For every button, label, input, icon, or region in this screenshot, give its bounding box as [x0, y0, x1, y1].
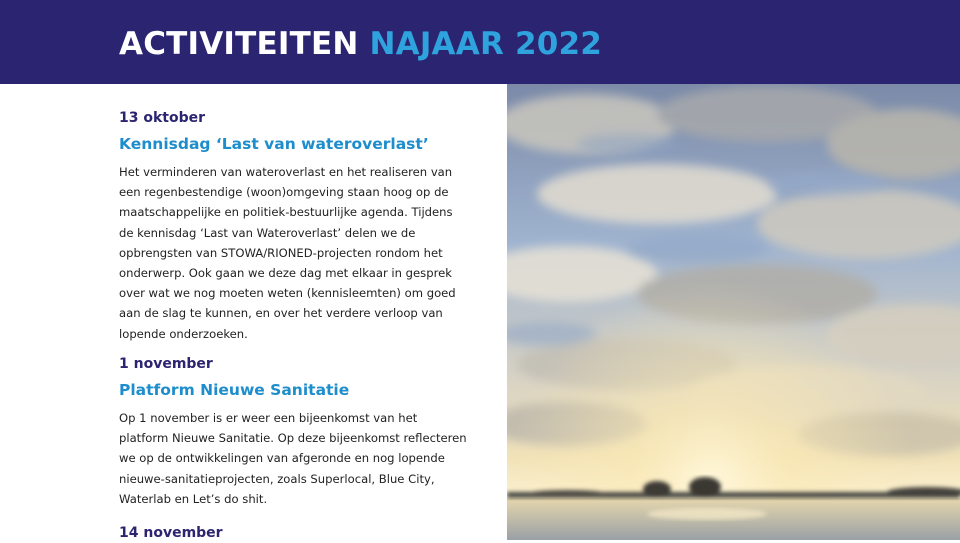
header-banner — [0, 0, 960, 84]
flooded-landscape-photo — [507, 84, 960, 540]
event-2 — [119, 354, 491, 509]
event-title: Kennisdag ‘Last van wateroverlast’ — [119, 135, 429, 153]
event-date: 13 oktober — [119, 110, 206, 126]
event-title: Platform Nieuwe Sanitatie — [119, 381, 350, 399]
event-3 — [119, 523, 491, 543]
description-line: nieuwe-sanitatieprojecten, zoals Superlocal, Blue City, — [119, 471, 435, 486]
page-title-main: ACTIVITEITEN — [119, 26, 359, 62]
event-date: 14 november — [119, 525, 223, 541]
page-title — [119, 24, 602, 64]
event-date: 1 november — [119, 356, 213, 372]
description-line: een regenbestendige (woon)omgeving staan hoog op de — [119, 185, 449, 200]
description-line: onderwerp. Ook gaan we deze dag met elkaar in gesprek — [119, 266, 452, 281]
description-line: Waterlab en Let’s do shit. — [119, 491, 268, 506]
description-line: we op de ontwikkelingen van afgeronde en nog lopende — [119, 451, 445, 466]
page-title-season: NAJAAR 2022 — [369, 26, 603, 62]
description-line: platform Nieuwe Sanitatie. Op deze bijeenkomst reflecteren — [119, 431, 467, 446]
description-line: de kennisdag ‘Last van Wateroverlast’ delen we de — [119, 225, 416, 240]
event-description — [119, 408, 479, 509]
description-line: aan de slag te kunnen, en over het verdere verloop van — [119, 306, 443, 321]
description-line: Op 1 november is er weer een bijeenkomst van het — [119, 411, 418, 425]
description-line: over wat we nog moeten weten (kennisleemten) om goed — [119, 286, 456, 301]
description-line: opbrengsten van STOWA/RIONED-projecten rondom het — [119, 245, 443, 260]
event-1 — [119, 108, 491, 344]
landscape-photo-icon — [507, 84, 960, 540]
event-description — [119, 162, 479, 344]
description-line: Het verminderen van wateroverlast en het realiseren van — [119, 165, 453, 179]
description-line: maatschappelijke en politiek-bestuurlijke agenda. Tijdens — [119, 205, 453, 220]
description-line: lopende onderzoeken. — [119, 326, 248, 341]
